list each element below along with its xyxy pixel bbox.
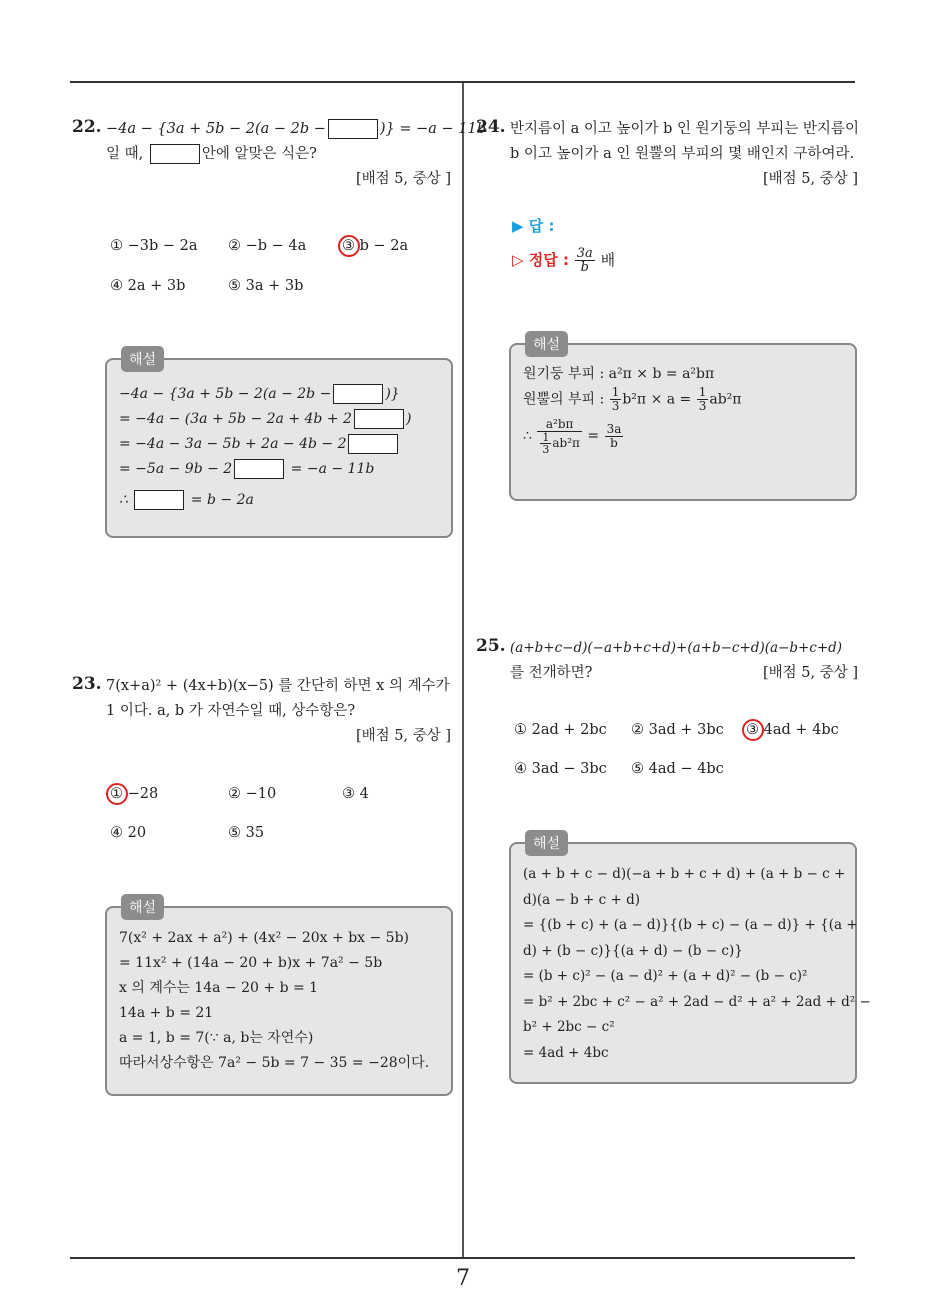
q22-choice-2[interactable]: ② −b − 4a xyxy=(228,238,307,254)
q25-choice-2[interactable]: ② 3ad + 3bc xyxy=(631,722,724,738)
q25-points: [배점 5, 중상 ] xyxy=(762,665,858,681)
q22-blank-box-2 xyxy=(150,144,200,164)
page-number: 7 xyxy=(456,1266,470,1291)
q22-blank-box xyxy=(328,119,378,139)
q24-number: 24. xyxy=(476,117,506,137)
q22-points: [배점 5, 중상 ] xyxy=(355,171,451,187)
q24-points: [배점 5, 중상 ] xyxy=(762,171,858,187)
q25-choice-1[interactable]: ① 2ad + 2bc xyxy=(514,722,607,738)
q22-number: 22. xyxy=(72,117,102,137)
q22-choice-1[interactable]: ① −3b − 2a xyxy=(110,238,198,254)
q25-number: 25. xyxy=(476,636,506,656)
q24-solution-text: 원기둥 부피 : a²π × b = a²bπ 원뿔의 부피 : $\frac{1}{3}$ b²π × a = $\frac{1}{3}$ ab²π ∴ a²bπ $\frac{1}{3}$ ab²π = $\frac{3a}{b}$ xyxy=(523,366,742,456)
q23-solution-tag: 해설 xyxy=(121,894,164,920)
q23-solution-text: 7(x² + 2ax + a²) + (4x² − 20x + bx − 5b) = 11x² + (14a − 20 + b)x + 7a² − 5b x 의 계수는 14a − 20 + b = 1 14a + b = 21 a = 1, b = 7(∵ a, b는 자연수) 따라서상수항은 7a² − 5b = 7 − 35 = −28이다. xyxy=(119,930,430,1071)
q22-solution-text: −4a − {3a + 5b − 2(a − 2b − )} = −4a − (3a + 5b − 2a + 4b + 2 ) = −4a − 3a − 5b + 2a − 4b − 2 = −5a − 9b − 2 = −a − 11b ∴ = b − 2a xyxy=(119,386,412,508)
q22-choice-5[interactable]: ⑤ 3a + 3b xyxy=(228,278,304,294)
q22-question: −4a − {3a + 5b − 2(a − 2b − )} = −a − 11b 일 때, 안에 알맞은 식은? [배점 5, 중상 ] xyxy=(106,117,451,192)
q23-choice-3[interactable]: ③ 4 xyxy=(342,786,369,802)
q25-solution-text: (a + b + c − d)(−a + b + c + d) + (a + b − c + d)(a − b + c + d) = {(b + c) + (a − d)}{(b + c) − (a − d)} + {(a + d) + (b − c)}{(a + d) − (b − c)} = (b + c)² − (a − d)² + (a + d)² − (b − c)² = b² + 2bc + c² − a² + 2ad − d² + a² + 2ad + d² − b² + 2bc − c² = 4ad + 4bc xyxy=(523,866,871,1061)
q23-solution-box xyxy=(105,900,453,1096)
q23-choice-5[interactable]: ⑤ 35 xyxy=(228,825,265,841)
q25-question: (a+b+c−d)(−a+b+c+d)+(a+b−c+d)(a−b+c+d) 를 전개하면? [배점 5, 중상 ] xyxy=(510,636,858,686)
q25-solution-box xyxy=(509,836,871,1084)
q22-solution-tag: 해설 xyxy=(121,346,164,372)
q23-choice-4[interactable]: ④ 20 xyxy=(110,825,147,841)
column-divider xyxy=(462,83,464,1257)
q25-answer-circle-mark xyxy=(742,719,764,741)
q24-solution-box xyxy=(509,337,857,501)
q22-solution-box xyxy=(105,352,453,538)
q24-solution-tag: 해설 xyxy=(525,331,568,357)
q25-choice-5[interactable]: ⑤ 4ad − 4bc xyxy=(631,761,724,777)
q24-answer-label: ▶ 답 : xyxy=(512,217,555,235)
q23-choice-1[interactable]: ① −28 xyxy=(110,786,159,802)
q23-choice-2[interactable]: ② −10 xyxy=(228,786,277,802)
q23-points: [배점 5, 중상 ] xyxy=(355,728,451,744)
bottom-rule xyxy=(70,1257,855,1259)
q22-answer-circle-mark xyxy=(338,235,360,257)
q25-solution-tag: 해설 xyxy=(525,830,568,856)
q22-choice-4[interactable]: ④ 2a + 3b xyxy=(110,278,186,294)
q24-correct-answer: ▷ 정답 : $\frac{3a}{b}$ 배 xyxy=(512,246,616,275)
q22-choice-3[interactable]: ③ b − 2a xyxy=(342,238,409,254)
q23-number: 23. xyxy=(72,674,102,694)
q25-choice-3[interactable]: ③ 4ad + 4bc xyxy=(746,722,839,738)
q24-question: 반지름이 a 이고 높이가 b 인 원기둥의 부피는 반지름이 b 이고 높이가 a 인 원뿔의 부피의 몇 배인지 구하여라. [배점 5, 중상 ] xyxy=(510,117,858,192)
q25-choice-4[interactable]: ④ 3ad − 3bc xyxy=(514,761,607,777)
q23-answer-circle-mark xyxy=(106,783,128,805)
q23-question: 7(x+a)² + (4x+b)(x−5) 를 간단히 하면 x 의 계수가 1 이다. a, b 가 자연수일 때, 상수항은? [배점 5, 중상 ] xyxy=(106,674,451,749)
